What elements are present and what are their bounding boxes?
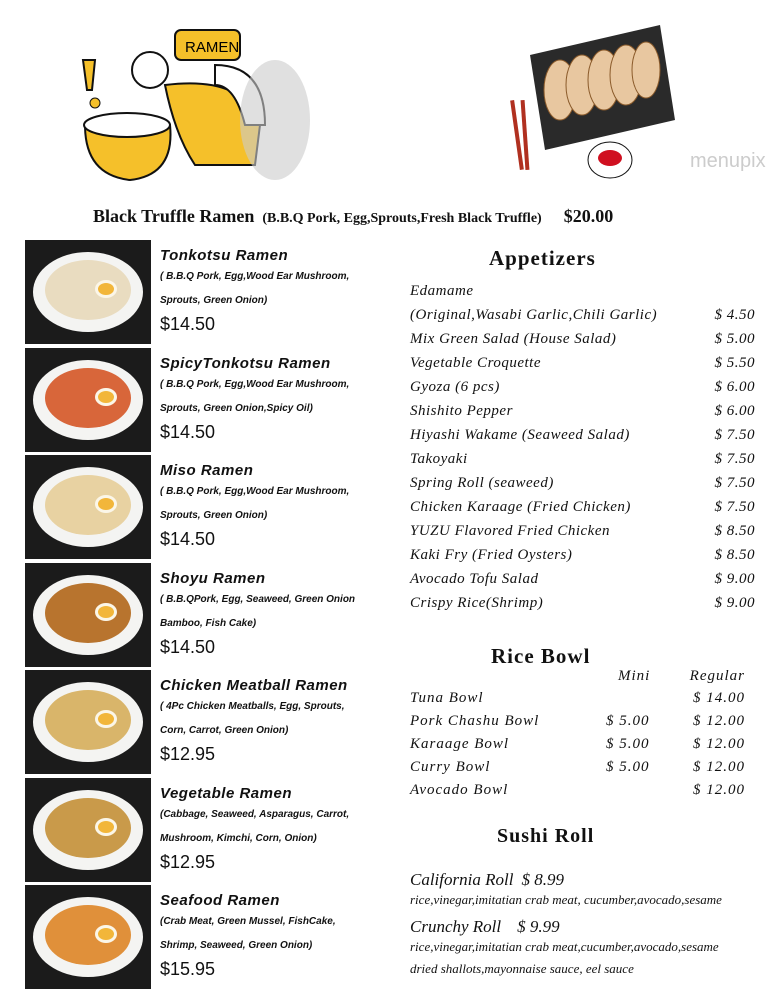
appetizer-row [410, 595, 755, 619]
egg-shape [95, 925, 117, 943]
appetizer-row [410, 355, 755, 379]
appetizer-row [410, 307, 755, 331]
ramen-name: Seafood Ramen [160, 892, 280, 909]
ramen-price: $15.95 [160, 959, 216, 979]
sushi-price: $ 8.99 [521, 870, 564, 889]
ramen-desc-1: ( B.B.QPork, Egg, Seaweed, Green Onion [160, 593, 356, 605]
appetizer-name: YUZU Flavored Fried Chicken [410, 523, 610, 539]
ramen-photo [25, 563, 151, 667]
egg-shape [95, 818, 117, 836]
ramen-name: Miso Ramen [160, 462, 254, 479]
sushi-ingredients: rice,vinegar,imitatian crab meat, cucumber,avocado,sesame [410, 892, 722, 907]
ramen-desc-1: ( B.B.Q Pork, Egg,Wood Ear Mushroom, [160, 486, 350, 497]
soup-shape [45, 475, 131, 535]
sushi-item [410, 870, 722, 908]
ramen-item [160, 355, 390, 443]
ramen-desc-2: Corn, Carrot, Green Onion) [160, 725, 289, 736]
sushi-item [410, 917, 719, 977]
rice-bowl-row [410, 690, 745, 713]
ramen-name: SpicyTonkotsu Ramen [160, 354, 331, 372]
featured-name: Black Truffle Ramen [93, 206, 255, 226]
mini-col-header: Mini [618, 668, 651, 684]
ramen-desc-2: Sprouts, Green Onion,Spicy Oil) [160, 402, 313, 414]
soup-shape [45, 583, 131, 643]
rice-bowl-name: Pork Chashu Bowl [410, 713, 540, 729]
rice-bowl-regular-price: $ 12.00 [693, 782, 745, 798]
rice-bowl-header-row [410, 668, 745, 691]
ramen-price: $14.50 [160, 529, 216, 549]
watermark: menupix [690, 150, 766, 172]
appetizer-name: (Original,Wasabi Garlic,Chili Garlic) [410, 307, 658, 323]
appetizer-name: Edamame [410, 283, 474, 299]
ramen-price: $14.50 [160, 636, 216, 657]
appetizer-price: $ 4.50 [714, 307, 755, 323]
rice-bowl-row [410, 713, 745, 736]
appetizer-name: Crispy Rice(Shrimp) [410, 595, 544, 611]
ramen-name: Tonkotsu Ramen [160, 247, 289, 264]
appetizer-row [410, 547, 755, 571]
egg-shape [95, 603, 117, 621]
egg-shape [95, 710, 117, 728]
rice-bowl-regular-price: $ 12.00 [693, 759, 745, 775]
ramen-item [160, 892, 390, 980]
ramen-price: $14.50 [160, 421, 216, 442]
ramen-item [160, 570, 390, 658]
rice-bowl-row [410, 759, 745, 782]
appetizer-price: $ 5.50 [714, 355, 755, 371]
appetizer-row [410, 451, 755, 475]
ramen-price: $12.95 [160, 851, 216, 872]
appetizer-price: $ 6.00 [714, 403, 755, 419]
egg-shape [95, 388, 117, 406]
ramen-desc-1: ( B.B.Q Pork, Egg,Wood Ear Mushroom, [160, 378, 350, 390]
ramen-photo [25, 348, 151, 452]
appetizer-price: $ 9.00 [714, 595, 755, 611]
soup-shape [45, 690, 131, 750]
appetizer-row [410, 499, 755, 523]
appetizer-name: Spring Roll (seaweed) [410, 475, 554, 491]
featured-price: $20.00 [563, 206, 614, 226]
appetizer-name: Chicken Karaage (Fried Chicken) [410, 499, 631, 515]
rice-bowl-name: Karaage Bowl [410, 736, 510, 752]
appetizer-row [410, 283, 755, 307]
appetizer-name: Gyoza (6 pcs) [410, 379, 500, 395]
ramen-desc-1: (Crab Meat, Green Mussel, FishCake, [160, 916, 336, 927]
rice-bowl-name: Avocado Bowl [410, 782, 509, 798]
rice-bowl-row [410, 782, 745, 805]
appetizer-price: $ 9.00 [714, 571, 755, 587]
ramen-item [160, 247, 390, 335]
ramen-item [160, 785, 390, 873]
appetizer-name: Kaki Fry (Fried Oysters) [410, 547, 573, 563]
ramen-illustration [75, 25, 320, 190]
ramen-sign-text: RAMEN [185, 39, 240, 56]
ramen-desc-2: Mushroom, Kimchi, Corn, Onion) [160, 832, 317, 844]
ramen-photo [25, 670, 151, 774]
regular-col-header: Regular [689, 668, 745, 684]
rice-bowl-mini-price: $ 5.00 [606, 759, 650, 775]
ramen-name: Chicken Meatball Ramen [160, 677, 348, 694]
ramen-photo [25, 885, 151, 989]
appetizer-name: Shishito Pepper [410, 403, 513, 419]
appetizer-price: $ 7.50 [714, 499, 755, 515]
rice-bowl-name: Curry Bowl [410, 759, 491, 775]
gyoza-illustration [500, 25, 680, 185]
sushi-ingredients-2: dried shallots,mayonnaise sauce, eel sauce [410, 961, 634, 976]
appetizer-row [410, 331, 755, 355]
appetizer-row [410, 571, 755, 595]
sushi-heading: Sushi Roll [497, 825, 595, 847]
rice-bowl-regular-price: $ 12.00 [693, 736, 745, 752]
appetizer-row [410, 475, 755, 499]
ramen-photo [25, 778, 151, 882]
ramen-desc-2: Bamboo, Fish Cake) [160, 617, 257, 629]
appetizer-row [410, 427, 755, 451]
rice-bowl-regular-price: $ 14.00 [693, 690, 745, 706]
sushi-ingredients: rice,vinegar,imitatian crab meat,cucumber,avocado,sesame [410, 939, 719, 954]
soup-shape [45, 905, 131, 965]
ramen-item [160, 677, 390, 765]
ramen-photo [25, 455, 151, 559]
appetizer-name: Mix Green Salad (House Salad) [410, 331, 617, 347]
appetizer-price: $ 8.50 [714, 523, 755, 539]
appetizers-heading: Appetizers [489, 246, 596, 270]
rice-bowl-heading: Rice Bowl [491, 644, 591, 668]
ramen-desc-1: ( 4Pc Chicken Meatballs, Egg, Sprouts, [160, 701, 345, 712]
appetizer-name: Vegetable Croquette [410, 355, 541, 371]
rice-bowl-mini-price: $ 5.00 [606, 713, 650, 729]
appetizer-name: Hiyashi Wakame (Seaweed Salad) [410, 427, 630, 443]
appetizer-row [410, 379, 755, 403]
egg-shape [95, 280, 117, 298]
ramen-desc-2: Sprouts, Green Onion) [160, 510, 268, 521]
appetizer-price: $ 7.50 [714, 475, 755, 491]
ramen-name: Vegetable Ramen [160, 784, 292, 802]
appetizer-row [410, 403, 755, 427]
ramen-photo [25, 240, 151, 344]
ramen-desc-1: ( B.B.Q Pork, Egg,Wood Ear Mushroom, [160, 271, 350, 282]
ramen-item [160, 462, 390, 550]
appetizer-row [410, 523, 755, 547]
ramen-desc-2: Sprouts, Green Onion) [160, 295, 268, 306]
appetizer-name: Avocado Tofu Salad [410, 571, 539, 587]
egg-shape [95, 495, 117, 513]
soup-shape [45, 368, 131, 428]
rice-bowl-regular-price: $ 12.00 [693, 713, 745, 729]
ramen-name: Shoyu Ramen [160, 569, 266, 587]
rice-bowl-row [410, 736, 745, 759]
appetizer-price: $ 5.00 [714, 331, 755, 347]
ramen-price: $12.95 [160, 744, 216, 764]
sushi-name: California Roll [410, 870, 514, 889]
rice-bowl-name: Tuna Bowl [410, 690, 484, 706]
sushi-name: Crunchy Roll [410, 917, 502, 936]
appetizer-name: Takoyaki [410, 451, 468, 467]
ramen-desc-1: (Cabbage, Seaweed, Asparagus, Carrot, [160, 808, 350, 820]
soup-shape [45, 798, 131, 858]
appetizer-price: $ 7.50 [714, 427, 755, 443]
appetizer-price: $ 8.50 [714, 547, 755, 563]
featured-item [93, 206, 613, 227]
appetizer-price: $ 7.50 [714, 451, 755, 467]
ramen-price: $14.50 [160, 314, 216, 334]
ramen-desc-2: Shrimp, Seaweed, Green Onion) [160, 940, 313, 951]
sushi-price: $ 9.99 [517, 917, 560, 936]
appetizer-price: $ 6.00 [714, 379, 755, 395]
rice-bowl-mini-price: $ 5.00 [606, 736, 650, 752]
soup-shape [45, 260, 131, 320]
featured-desc: (B.B.Q Pork, Egg,Sprouts,Fresh Black Truffle) [262, 211, 542, 226]
